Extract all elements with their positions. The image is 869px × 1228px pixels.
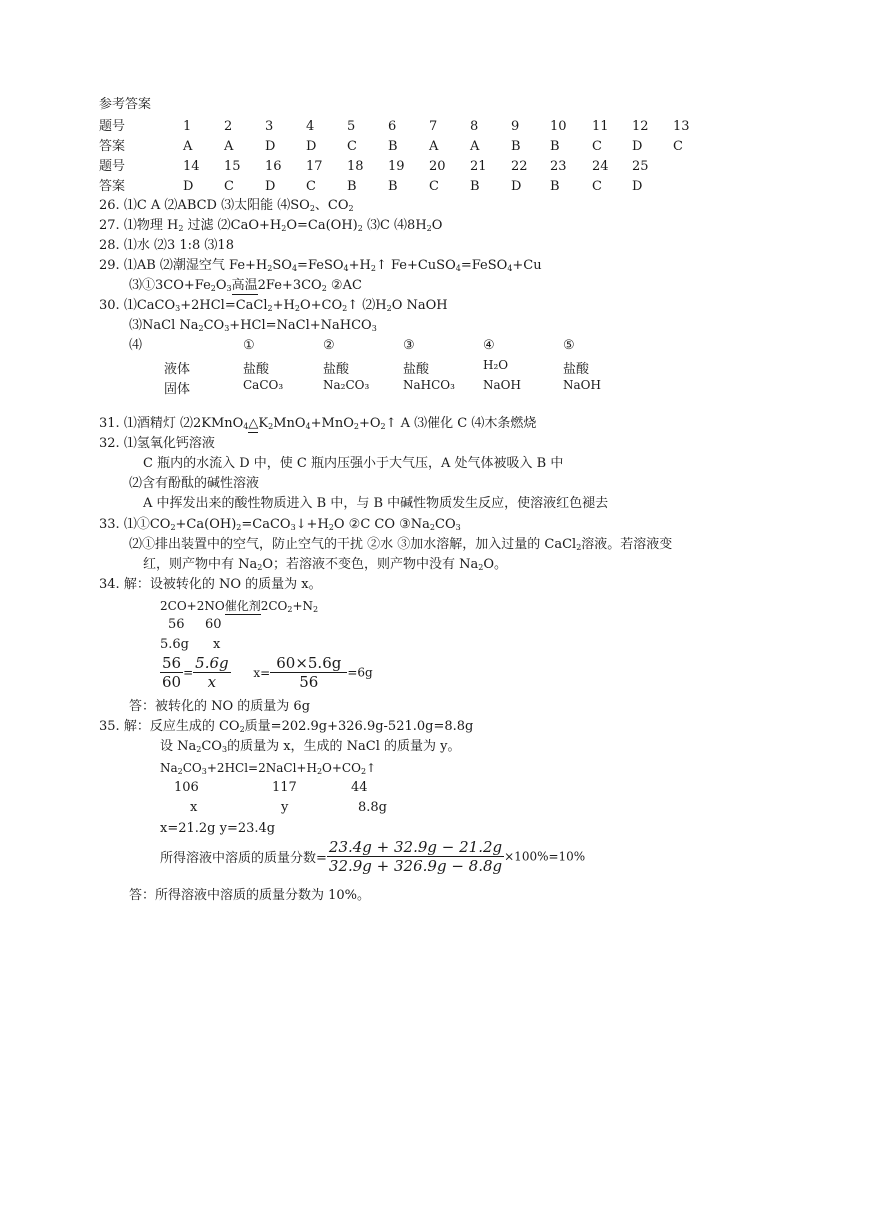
col-head: ④ bbox=[483, 338, 495, 353]
answer-35-equation: $Na_2CO_3+2HCl=2NaCl+H_2O+CO_2↑$ bbox=[160, 761, 377, 776]
row-label: 题号 bbox=[99, 119, 126, 134]
question-number: 14 bbox=[183, 159, 200, 174]
reaction-condition: 高温 bbox=[231, 278, 258, 293]
question-number: 7 bbox=[429, 119, 438, 134]
answer-letter: C bbox=[306, 179, 316, 194]
cell: NaOH bbox=[483, 378, 521, 392]
answer-letter: C bbox=[673, 139, 683, 154]
answer-letter: B bbox=[388, 139, 398, 154]
molar-mass-3: 44 bbox=[351, 780, 368, 795]
answer-letter: C bbox=[592, 139, 602, 154]
question-number: 15 bbox=[224, 159, 241, 174]
answer-35-conclusion: 答：所得溶液中溶质的质量分数为 10%。 bbox=[129, 888, 371, 903]
answer-31: 31. ⑴酒精灯 $⑵2KMnO_4\triangle K_2MnO_4+MnO_2+O_2↑$ A ⑶催化 C ⑷木条燃烧 bbox=[99, 416, 537, 431]
cell: NaHCO₃ bbox=[403, 378, 455, 392]
question-number: 17 bbox=[306, 159, 323, 174]
mass-fraction-equation: 所得溶液中溶质的质量分数= $\frac{23.4g + 32.9g - 21.2g}{32.9g + 326.9g - 8.8g}$ ×100%=10% bbox=[160, 838, 586, 875]
col-head: ① bbox=[243, 338, 255, 353]
question-number: 3 bbox=[265, 119, 274, 134]
answer-35-line2: 设 $Na_2CO_3$的质量为 x，生成的 NaCl 的质量为 y。 bbox=[160, 739, 461, 754]
cell: 盐酸 bbox=[243, 362, 270, 377]
question-number: 5 bbox=[347, 119, 356, 134]
cell: NaOH bbox=[563, 378, 601, 392]
molar-mass-1: 56 bbox=[168, 617, 185, 632]
heat-condition: △ bbox=[248, 416, 259, 431]
answer-letter: B bbox=[511, 139, 521, 154]
answer-35: 35. 解：反应生成的 $CO_2$质量=202.9g+326.9g-521.0g=8.8g bbox=[99, 719, 474, 734]
col-head: ② bbox=[323, 338, 335, 353]
molar-mass-1: 106 bbox=[174, 780, 199, 795]
row-label: 答案 bbox=[99, 179, 126, 194]
answer-letter: B bbox=[388, 179, 398, 194]
question-number: 23 bbox=[550, 159, 567, 174]
fraction: $\frac{23.4g + 32.9g - 21.2g}{32.9g + 326.9g - 8.8g}$ bbox=[328, 838, 503, 875]
answer-letter: D bbox=[265, 179, 276, 194]
answer-letter: A bbox=[224, 139, 234, 154]
answer-34-conclusion: 答：被转化的 NO 的质量为 6g bbox=[129, 699, 311, 714]
page-title: 参考答案 bbox=[99, 97, 152, 112]
answer-35-xy: x=21.2g y=23.4g bbox=[160, 821, 276, 836]
answer-32-line2: C 瓶内的水流入 D 中，使 C 瓶内压强小于大气压，A 处气体被吸入 B 中 bbox=[143, 456, 564, 471]
question-number: 22 bbox=[511, 159, 528, 174]
answer-letter: C bbox=[224, 179, 234, 194]
question-number: 24 bbox=[592, 159, 609, 174]
answer-30: 30. $⑴CaCO_3+2HCl=CaCl_2+H_2O+CO_2↑$ $⑵H_2O$ NaOH bbox=[99, 298, 448, 313]
question-number: 20 bbox=[429, 159, 446, 174]
cell: 盐酸 bbox=[323, 362, 350, 377]
question-number: 18 bbox=[347, 159, 364, 174]
answer-letter: C bbox=[347, 139, 357, 154]
value-1: 5.6g bbox=[160, 637, 189, 652]
answer-letter: A bbox=[183, 139, 193, 154]
answer-33-line3: 红，则产物中有 $Na_2O$；若溶液不变色，则产物中没有 $Na_2O$。 bbox=[143, 557, 508, 572]
question-number: 16 bbox=[265, 159, 282, 174]
answer-29-line2: $⑶①3CO+Fe_2O_3$高温$2Fe+3CO_2$ ②AC bbox=[129, 278, 362, 293]
value-3: 8.8g bbox=[358, 800, 387, 815]
answer-26: 26. ⑴C A ⑵ABCD ⑶太阳能 $⑷SO_2$、$CO_2$ bbox=[99, 198, 354, 213]
answer-34: 34. 解：设被转化的 NO 的质量为 x。 bbox=[99, 577, 322, 592]
question-number: 4 bbox=[306, 119, 315, 134]
row-label: 题号 bbox=[99, 159, 126, 174]
answer-30-line3: ⑷ bbox=[129, 338, 143, 353]
question-number: 12 bbox=[632, 119, 649, 134]
answer-letter: D bbox=[265, 139, 276, 154]
molar-mass-2: 60 bbox=[205, 617, 222, 632]
question-number: 21 bbox=[470, 159, 487, 174]
value-2: x bbox=[213, 637, 221, 652]
answer-letter: D bbox=[306, 139, 317, 154]
question-number: 6 bbox=[388, 119, 397, 134]
question-number: 2 bbox=[224, 119, 233, 134]
answer-27: 27. ⑴物理 $H_2$ 过滤 $⑵CaO+H_2O=Ca(OH)_2$ ⑶C $⑷8H_2O$ bbox=[99, 218, 443, 233]
question-number: 10 bbox=[550, 119, 567, 134]
value-2: y bbox=[281, 800, 289, 815]
cell: Na₂CO₃ bbox=[323, 378, 370, 392]
molar-mass-2: 117 bbox=[272, 780, 297, 795]
catalyst-condition: 催化剂 bbox=[224, 599, 261, 613]
question-number: 25 bbox=[632, 159, 649, 174]
value-1: x bbox=[190, 800, 198, 815]
row-label: 液体 bbox=[164, 362, 191, 377]
row-label: 答案 bbox=[99, 139, 126, 154]
answer-letter: B bbox=[550, 139, 560, 154]
answer-letter: A bbox=[429, 139, 439, 154]
cell: CaCO₃ bbox=[243, 378, 284, 392]
answer-33: 33. $⑴①CO_2+Ca(OH)_2=CaCO_3↓+H_2O$ ②C CO $③Na_2CO_3$ bbox=[99, 517, 461, 532]
answer-32-line4: A 中挥发出来的酸性物质进入 B 中，与 B 中碱性物质发生反应，使溶液红色褪去 bbox=[143, 496, 609, 511]
row-label: 固体 bbox=[164, 382, 191, 397]
answer-letter: C bbox=[429, 179, 439, 194]
fraction: $\frac{5.6g}{x}$ bbox=[195, 654, 229, 691]
answer-letter: B bbox=[470, 179, 480, 194]
cell: 盐酸 bbox=[563, 362, 590, 377]
question-number: 19 bbox=[388, 159, 405, 174]
answer-32: 32. ⑴氢氧化钙溶液 bbox=[99, 436, 215, 451]
answer-28: 28. ⑴水 ⑵3 1:8 ⑶18 bbox=[99, 238, 234, 253]
cell: H₂O bbox=[483, 358, 509, 372]
answer-letter: C bbox=[592, 179, 602, 194]
fraction: $\frac{60\times 5.6g}{56}$ bbox=[270, 654, 347, 691]
answer-letter: D bbox=[183, 179, 194, 194]
fraction: $\frac{56}{60}$ bbox=[162, 654, 182, 691]
question-number: 8 bbox=[470, 119, 479, 134]
answer-33-line2: ⑵①排出装置中的空气，防止空气的干扰 ②水 ③加水溶解，加入过量的 CaCl$_2$溶液。若溶液变 bbox=[129, 537, 673, 552]
col-head: ⑤ bbox=[563, 338, 575, 353]
answer-letter: D bbox=[511, 179, 522, 194]
col-head: ③ bbox=[403, 338, 415, 353]
answer-32-line3: ⑵含有酚酞的碱性溶液 bbox=[129, 476, 260, 491]
question-number: 1 bbox=[183, 119, 192, 134]
proportion-equation: $\frac{56}{60}$ = $\frac{5.6g}{x}$ x= $\frac{60\times 5.6g}{56}$ =6g bbox=[162, 654, 373, 691]
answer-letter: B bbox=[550, 179, 560, 194]
answer-29: 29. ⑴AB ⑵潮湿空气 $Fe+H_2SO_4=FeSO_4+H_2↑$ Fe+CuSO$_4$=FeSO$_4$+Cu bbox=[99, 258, 542, 273]
answer-letter: D bbox=[632, 179, 643, 194]
answer-34-equation: 2CO+2NO催化剂$2CO_2+N_2$ bbox=[160, 599, 319, 614]
answer-letter: A bbox=[470, 139, 480, 154]
question-number: 13 bbox=[673, 119, 690, 134]
answer-letter: D bbox=[632, 139, 643, 154]
cell: 盐酸 bbox=[403, 362, 430, 377]
answer-letter: B bbox=[347, 179, 357, 194]
question-number: 9 bbox=[511, 119, 520, 134]
answer-30-line2: ⑶NaCl $Na_2CO_3+HCl=NaCl+NaHCO_3$ bbox=[129, 318, 377, 333]
question-number: 11 bbox=[592, 119, 609, 134]
